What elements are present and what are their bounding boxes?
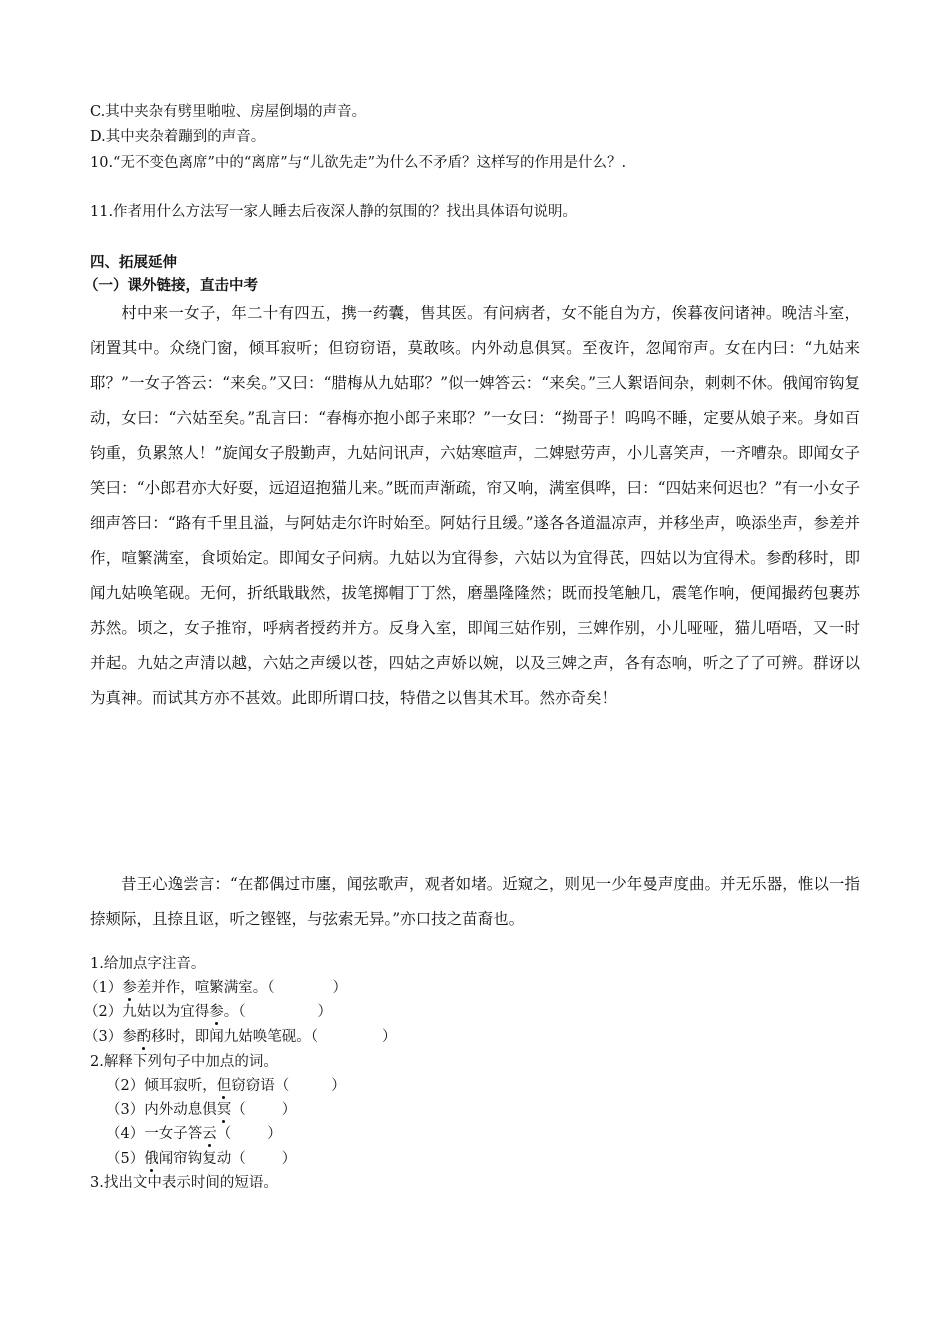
section-heading: 四、拓展延伸 xyxy=(90,254,177,271)
passage-main xyxy=(90,296,860,716)
item-prefix: （5） xyxy=(106,1151,145,1167)
close-paren: ） xyxy=(331,1078,346,1094)
item-text: 差并作，喧繁满室。（ xyxy=(136,980,275,996)
question-1-item xyxy=(84,979,347,997)
close-paren: ） xyxy=(332,980,347,996)
question-3: 3.找出文中表示时间的短语。 xyxy=(90,1175,278,1191)
question-2-item xyxy=(106,1077,346,1095)
item-text: 窃窃语（ xyxy=(231,1078,290,1094)
passage-second-text: 昔王心逸尝言：“在都偶过市廛，闻弦歌声，观者如堵。近窥之，则见一少年曼声度曲。并无乐器，惟以一指捺颊际，且捺且讴，听之铿铿，与弦索无异。”亦口技之苗裔也。 xyxy=(90,875,860,928)
question-2-item xyxy=(106,1150,296,1168)
item-text: 移时，即闻九姑唤笔砚。（ xyxy=(151,1029,318,1045)
subsection-heading: （一）课外链接，直击中考 xyxy=(84,277,258,294)
passage-main-text: 村中来一女子，年二十有四五，携一药囊，售其医。有问病者，女不能自为方，俟暮夜问诸神。晚洁斗室，闭置其中。众绕门窗，倾耳寂听；但窃窃语，莫敢咳。内外动息俱冥。至夜许，忽闻帘声。女在内曰：“九姑来耶？”一女子答云：“来矣。”又曰：“腊梅从九姑耶？”似一婢答云：“来矣。”三人絮语间杂，刺刺不休。俄闻帘钩复动，女曰：“六姑至矣。”乱言曰：“春梅亦抱小郎子来耶？”一女曰：“拗哥子！呜呜不睡，定要从娘子来。身如百钧重，负累煞人！”旋闻女子殷勤声，九姑问讯声，六姑寒暄声，二婢慰劳声，小儿喜笑声，一齐嘈杂。即闻女子笑曰：“小郎君亦大好耍，远迢迢抱猫儿来。”既而声渐疏，帘又响，满室俱哗，曰：“四姑来何迟也？”有一小女子细声答曰：“路有千里且溢，与阿姑走尔许时始至。阿姑行且缓。”遂各各道温凉声，并移坐声，唤添坐声，参差并作，喧繁满室，食顷始定。即闻女子问病。九姑以为宜得参，六姑以为宜得芪，四姑以为宜得术。参酌移时，即闻九姑唤笔砚。无何，折纸戢戢然，拔笔掷帽丁丁然，磨墨隆隆然；既而投笔触几，震笔作响，便闻撮药包裹苏苏然。顷之，女子推帘，呼病者授药并方。反身入室，即闻三姑作别，三婢作别，小儿哑哑，猫儿唔唔，又一时并起。九姑之声清以越，六姑之声缓以苍，四姑之声娇以婉，以及三婢之声，各有态响，听之了了可辨。群讶以为真神。而试其方亦不甚效。此即所谓口技，特借之以售其术耳。然亦奇矣！ xyxy=(90,304,860,707)
item-prefix: （1） xyxy=(84,980,123,996)
question-1-item xyxy=(84,1028,396,1046)
passage-second xyxy=(90,867,860,937)
item-text: 闻帘钩复动（ xyxy=(158,1151,246,1167)
item-text: 。（ xyxy=(223,1004,246,1020)
item-prefix: （2）九姑以为宜得 xyxy=(84,1004,210,1020)
close-paren: ） xyxy=(267,1126,282,1142)
dotted-char: 冥 xyxy=(216,1102,232,1118)
question-2-title: 2.解释下列句子中加点的词。 xyxy=(90,1054,278,1070)
item-prefix: （2）倾耳寂听， xyxy=(106,1078,217,1094)
item-text: （ xyxy=(216,1126,232,1142)
item-prefix: （3）内外动息俱 xyxy=(106,1102,217,1118)
dotted-char: 但 xyxy=(216,1078,232,1094)
close-paren: ） xyxy=(281,1151,297,1167)
dotted-char: 云 xyxy=(202,1126,217,1142)
dotted-char: 参 xyxy=(122,980,137,996)
dotted-char: 参 xyxy=(209,1004,224,1020)
dotted-char: 酌 xyxy=(136,1029,152,1045)
question-1-title: 1.给加点字注音。 xyxy=(90,956,206,972)
item-prefix: （3）参 xyxy=(84,1029,137,1045)
question-2-item xyxy=(106,1101,296,1119)
close-paren: ） xyxy=(281,1102,297,1118)
dotted-char: 俄 xyxy=(144,1151,159,1167)
close-paren: ） xyxy=(317,1004,332,1020)
question-1-item xyxy=(84,1003,332,1021)
question-2-item xyxy=(106,1125,282,1143)
item-text: （ xyxy=(231,1102,246,1118)
option-c: C.其中夹杂有劈里啪啦、房屋倒塌的声音。 xyxy=(90,104,367,120)
question-10: 10.“无不变色离席”中的“离席”与“儿欲先走”为什么不矛盾？这样写的作用是什么？. xyxy=(90,155,627,171)
item-prefix: （4）一女子答 xyxy=(106,1126,203,1142)
option-d: D.其中夹杂着蹦到的声音。 xyxy=(90,129,266,145)
close-paren: ） xyxy=(381,1029,397,1045)
question-11: 11.作者用什么方法写一家人睡去后夜深人静的氛围的？找出具体语句说明。 xyxy=(90,204,578,220)
